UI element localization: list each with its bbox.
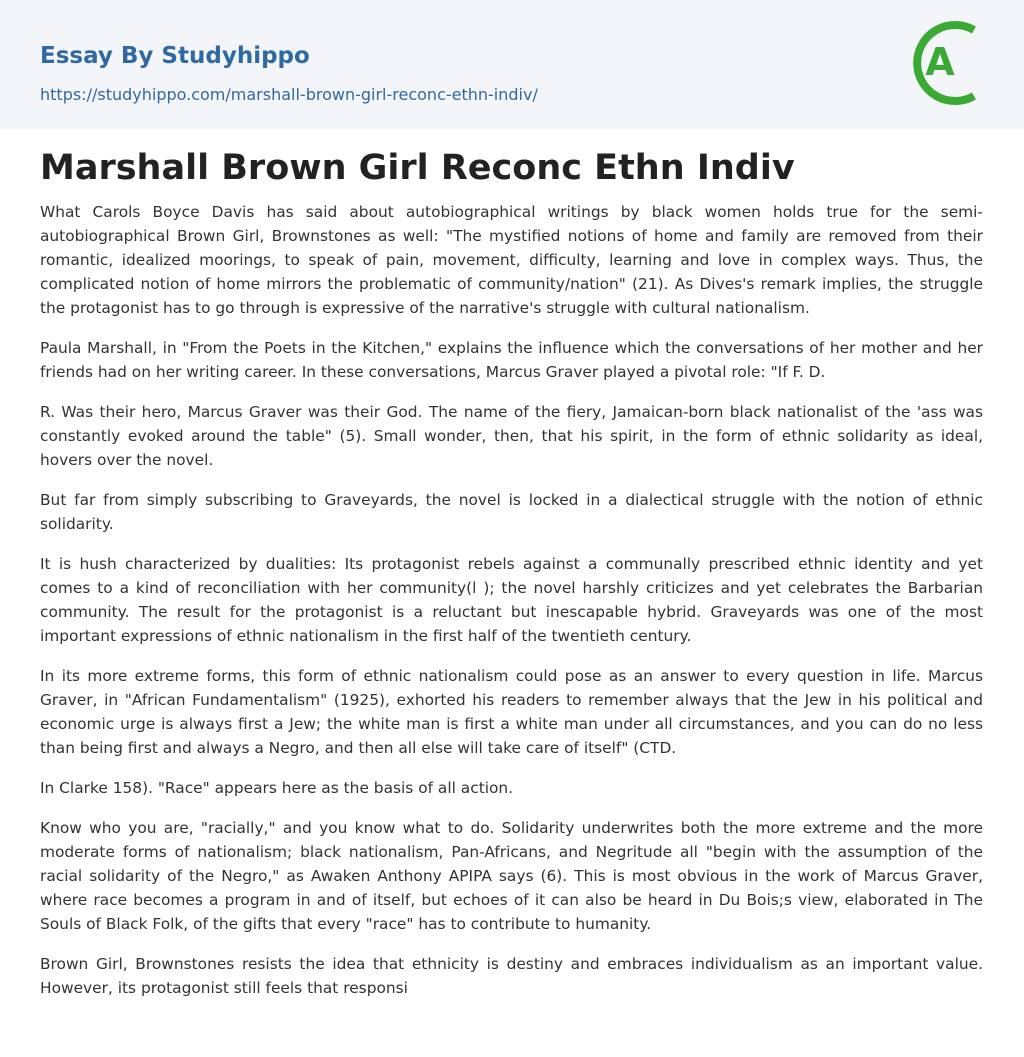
paragraph: But far from simply subscribing to Graveyards, the novel is locked in a dialectical struggle with the notion of ethnic solidarity. xyxy=(40,491,983,533)
article-body xyxy=(40,200,983,1016)
paragraph: In Clarke 158). "Race" appears here as the basis of all action. xyxy=(40,779,514,797)
paragraph: Know who you are, "racially," and you know what to do. Solidarity underwrites both the more extreme and the more moderate forms of nationalism; black nationalism, Pan-Africans, and Negritude all "begin with the assumption of the racial solidarity of the Negro," as Awaken Anthony APIPA says (6). This is most obvious in the work of Marcus Graver, where race becomes a program in and of itself, but echoes of it can also be heard in Du Bois;s view, elaborated in The Souls of Black Folk, of the gifts that every "race" has to contribute to humanity. xyxy=(40,819,983,933)
logo-icon[interactable] xyxy=(910,18,990,108)
paragraph: In its more extreme forms, this form of ethnic nationalism could pose as an answer to every question in life. Marcus Graver, in "African Fundamentalism" (1925), exhorted his readers to remember always that the Jew in his political and economic urge is always first a Jew; the white man is first a white man under all circumstances, and you can do no less than being first and always a Negro, and then all else will take care of itself" (CTD. xyxy=(40,667,983,757)
paragraph: It is hush characterized by dualities: Its protagonist rebels against a communally prescribed ethnic identity and yet comes to a kind of reconciliation with her community(l ); the novel harshly criticizes and yet celebrates the Barbarian community. The result for the protagonist is a reluctant but inescapable hybrid. Graveyards was one of the most important expressions of ethnic nationalism in the first half of the twentieth century. xyxy=(40,555,983,645)
paragraph: What Carols Boyce Davis has said about autobiographical writings by black women holds true for the semi-autobiographical Brown Girl, Brownstones as well: "The mystified notions of home and family are removed from their romantic, idealized moorings, to speak of pain, movement, difficulty, learning and love in complex ways. Thus, the complicated notion of home mirrors the problematic of community/nation" (21). As Dives's remark implies, the struggle the protagonist has to go through is expressive of the narrative's struggle with cultural nationalism. xyxy=(40,203,983,317)
page-url-link[interactable]: https://studyhippo.com/marshall-brown-girl-reconc-ethn-indiv/ xyxy=(40,85,538,104)
logo-letter: A xyxy=(925,40,955,84)
paragraph: Brown Girl, Brownstones resists the idea that ethnicity is destiny and embraces individualism as an important value. However, its protagonist still feels that responsi xyxy=(40,955,983,997)
paragraph: R. Was their hero, Marcus Graver was their God. The name of the fiery, Jamaican-born black nationalist of the 'ass was constantly evoked around the table" (5). Small wonder, then, that his spirit, in the form of ethnic solidarity as ideal, hovers over the novel. xyxy=(40,403,983,469)
site-brand[interactable]: Essay By Studyhippo xyxy=(40,43,310,69)
page-title: Marshall Brown Girl Reconc Ethn Indiv xyxy=(40,148,795,188)
paragraph: Paula Marshall, in "From the Poets in the Kitchen," explains the influence which the conversations of her mother and her friends had on her writing career. In these conversations, Marcus Graver played a pivotal role: "If F. D. xyxy=(40,339,983,381)
